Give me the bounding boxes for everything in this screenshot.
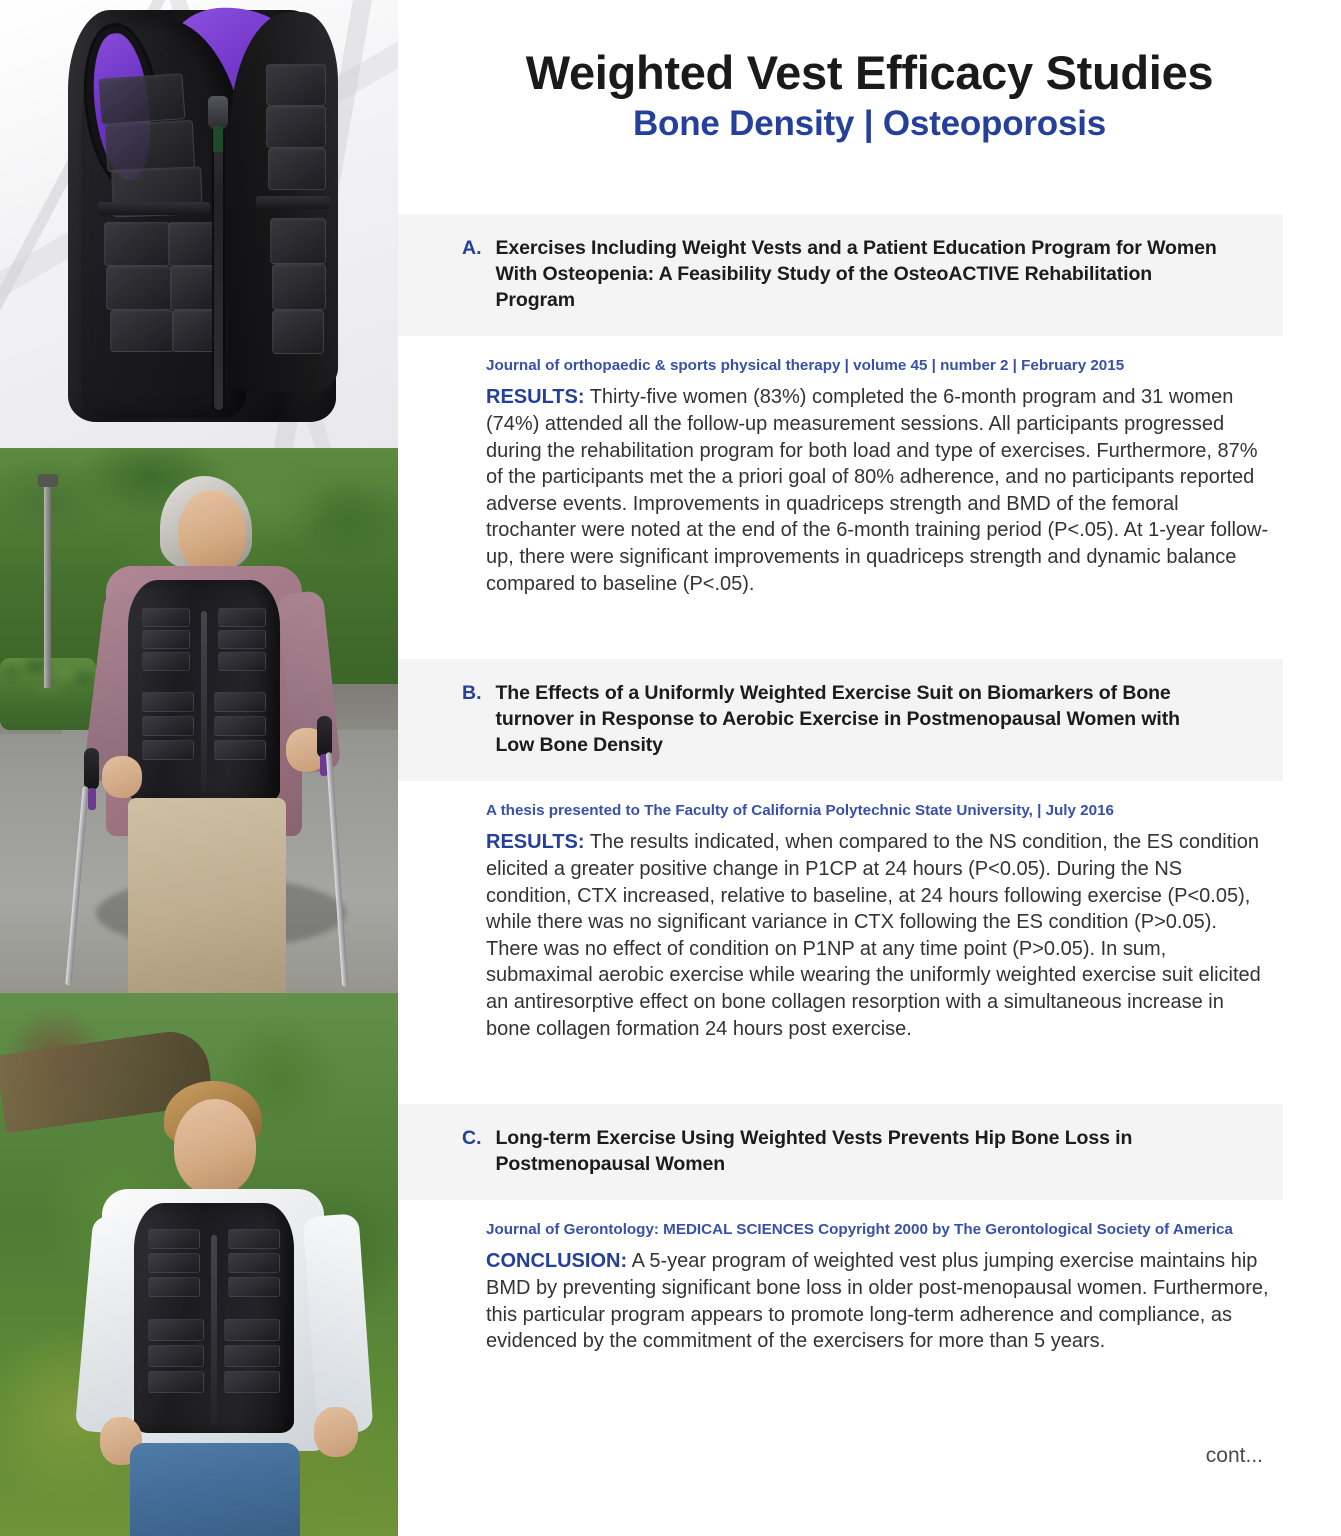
man-walking-outdoors-photo [0,993,398,1536]
vest-pad [266,106,326,148]
vest-pad [228,1229,280,1249]
lamp-head [38,474,58,487]
woman-figure [56,468,356,993]
study-body-a [398,336,1341,597]
abstract-lead-label-b: RESULTS: [486,831,585,854]
vest-pad [142,608,190,627]
spacer [398,597,1341,659]
abstract-lead-label-a: RESULTS: [486,386,585,409]
study-abstract-b [486,829,1269,1042]
continued-note: cont... [1205,1444,1263,1467]
vest-pad [218,630,266,649]
vest-pad [272,264,326,310]
study-body-b [398,781,1341,1042]
study-entry-b [398,659,1341,1042]
vest-pad [106,266,172,310]
study-citation-a: Journal of orthopaedic & sports physical therapy | volume 45 | number 2 | February 2015 [486,356,1125,374]
vest-pad [170,266,218,310]
hand-left [102,756,142,798]
vest-pad [214,692,266,712]
study-citation-c: Journal of Gerontology: MEDICAL SCIENCES Copyright 2000 by The Gerontological Society of America [486,1220,1233,1238]
page-subtitle: Bone Density | Osteoporosis [632,103,1107,143]
vest-pad [110,310,174,352]
vest-pad [142,740,194,760]
outdoor-brush-scene [0,993,398,1536]
vest-pad [148,1345,204,1367]
study-citation-b: A thesis presented to The Faculty of California Polytechnic State University, | July 2016 [486,801,1114,819]
vest-pad [272,310,324,354]
woman-nordic-walking-photo [0,448,398,993]
trekking-pole-grip [84,748,99,790]
title-block [398,0,1341,144]
khaki-pants [128,798,286,993]
vest-band [98,202,210,215]
content-column [398,0,1341,1536]
study-title-a: Exercises Including Weight Vests and a Patient Education Program for Women With Osteopenia: A Feasibility Study of the OsteoACTIVE Rehabilitation Program [495,237,1217,311]
vest-pad [142,716,194,736]
vest-zipper [211,1235,217,1424]
study-entry-c [398,1104,1341,1355]
vest-zipper-tab [213,126,223,152]
abstract-text-b: The results indicated, when compared to the NS condition, the ES condition elicited a greater positive change in P1CP at 24 hours (P<0.05). During the NS condition, CTX increased, relative to baseline, at 24 hours following exercise (P<0.05), while there was no significant variance in CTX following the ES condition (P>0.05). There was no effect of condition on P1NP at any time point (P>0.05). In sum, submaximal aerobic exercise while wearing the uniformly weighted exercise suit elicited an antiresorptive effect on bone collagen resorption with a simultaneous increase in bone collagen formation 24 hours post exercise. [486,831,1261,1040]
weighted-vest-worn [128,580,280,802]
study-body-c [398,1200,1341,1355]
vest-pad [228,1253,280,1273]
vest-pad [105,120,195,173]
hand-right [314,1407,358,1457]
abstract-text-c: A 5-year program of weighted vest plus jumping exercise maintains hip BMD by preventing significant bone loss in older post-menopausal women. Furthermore, this particular program appears to promote long-term adherence and compliance, as evidenced by the commitment of the exercisers for more than 5 years. [486,1250,1269,1353]
abstract-lead-label-c: CONCLUSION: [486,1250,628,1273]
pole-strap [88,788,96,810]
spacer [398,144,1341,214]
vest-pad [148,1253,200,1273]
head [174,1099,256,1195]
vest-pad [228,1277,280,1297]
vest-pad [104,222,170,266]
page-title: Weighted Vest Efficacy Studies [525,46,1214,99]
vest-pad [142,652,190,671]
weighted-vest-worn [134,1203,294,1433]
vest-pad [142,692,194,712]
study-abstract-a [486,384,1269,597]
vest-pad [148,1229,200,1249]
study-letter-a: A. [462,237,482,260]
vest-pad [214,716,266,736]
vest-pad [148,1319,204,1341]
study-header-a [398,214,1283,336]
vest-pad [168,222,218,266]
vest-pad [224,1371,280,1393]
weighted-vest-product-photo [0,0,398,448]
study-header-c [398,1104,1283,1200]
vest-pad [218,652,266,671]
study-letter-b: B. [462,682,482,705]
man-figure [78,1081,368,1536]
blue-jeans [130,1443,300,1536]
abstract-text-a: Thirty-five women (83%) completed the 6-month program and 31 women (74%) attended all the follow-up measurement sessions. All participants progressed during the rehabilitation program for both load and type of exercises. Furthermore, 87% of the participants met the a priori goal of 80% adherence, and no participants reported adverse events. Improvements in quadriceps strength and BMD of the femoral trochanter were noted at the end of the 6-month training period (P<.05). At 1-year follow-up, there were significant improvements in quadriceps strength and dynamic balance compared to baseline (P<.05). [486,386,1269,595]
study-header-b [398,659,1283,781]
study-abstract-c [486,1248,1269,1354]
head [178,490,246,574]
vest-pad [148,1371,204,1393]
vest-band [256,196,330,209]
spacer [398,1042,1341,1104]
vest-pad [142,630,190,649]
vest-pad [268,148,326,190]
vest-pad [218,608,266,627]
vest-pad [214,740,266,760]
media-column [0,0,398,1536]
study-title-b: The Effects of a Uniformly Weighted Exercise Suit on Biomarkers of Bone turnover in Response to Aerobic Exercise in Postmenopausal Women with Low Bone Density [495,682,1180,756]
vest-pad [224,1319,280,1341]
study-letter-c: C. [462,1127,482,1150]
vest-zipper-pull [208,96,228,130]
vest-pad [148,1277,200,1297]
lamp-post [44,478,51,688]
outdoor-path-scene [0,448,398,993]
vest-pad [172,310,218,352]
vest-zipper [201,611,207,793]
vest-pad [98,73,185,125]
study-entry-a [398,214,1341,597]
vest-pad [224,1345,280,1367]
vest-pad [266,64,326,106]
vest-pad [270,218,326,264]
study-title-c: Long-term Exercise Using Weighted Vests Prevents Hip Bone Loss in Postmenopausal Women [495,1127,1133,1176]
vest-illustration [62,10,340,422]
